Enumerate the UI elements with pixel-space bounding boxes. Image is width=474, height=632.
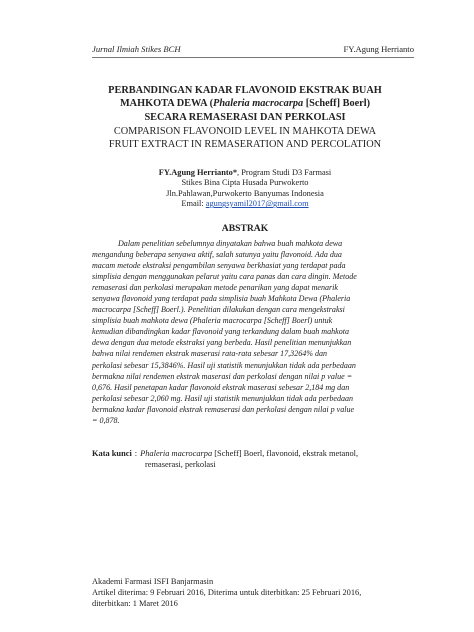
keywords-label: Kata kunci — [92, 449, 132, 458]
abstract-body — [92, 238, 408, 426]
abstract-line: perkolasi sebesar 2,060 mg. Hasil uji statistik menunjukkan tidak ada perbedaan — [92, 393, 354, 403]
author-email-line — [80, 199, 410, 209]
header-author: FY.Agung Herrianto — [343, 44, 414, 54]
author-name: FY.Agung Herrianto* — [158, 168, 238, 177]
footer-published: diterbitkan: 1 Maret 2016 — [92, 598, 178, 608]
abstract-line: macrocarpa [Scheff] Boerl.). Penelitian dilakukan dengan cara mengekstraksi — [92, 305, 345, 315]
abstract-line: senyawa flavonoid yang terdapat pada simplisia buah Mahkota Dewa (Phaleria — [92, 294, 351, 304]
abstract-line: dewa dengan dua metode ekstraksi yang berbeda. Hasil penelitian menunjukkan — [92, 338, 352, 348]
title-id-species: Phaleria macrocarpa — [213, 98, 304, 110]
title-indonesian — [80, 84, 410, 124]
title-english — [80, 125, 410, 152]
title-id-line-2-post: [Scheff] Boerl) — [303, 98, 371, 110]
abstract-line: bermakna kadar flavonoid ekstrak remaserasi dan perkolasi dengan nilai p value — [92, 404, 355, 414]
author-institution: Stikes Bina Cipta Husada Purwokerto — [181, 178, 309, 188]
journal-name: Jurnal Ilmiah Stikes BCH — [92, 44, 181, 54]
keywords-separator: : — [134, 449, 138, 458]
author-line — [80, 168, 410, 178]
footer-received: Artikel diterima: 9 Februari 2016, Diterima untuk diterbitkan: 25 Februari 2016, — [92, 587, 362, 597]
abstract-line: simplisia dengan menggunakan pelarut yaitu cara panas dan cara dingin. Metode — [92, 272, 357, 282]
abstract-line: perkolasi sebesar 15,3846%. Hasil uji statistik menunjukkan tidak ada perbedaan — [92, 360, 356, 370]
keywords-block — [92, 448, 422, 470]
abstract-line: = 0,878. — [92, 415, 120, 425]
keywords-line-2: remaserasi, perkolasi — [145, 460, 216, 469]
title-id-line-1: PERBANDINGAN KADAR FLAVONOID EKSTRAK BUAH — [108, 85, 382, 96]
abstract-line: 0,676. Hasil penetapan kadar flavonoid ekstrak maserasi sebesar 2,184 mg dan — [92, 382, 350, 392]
abstract-line: bahwa nilai rendemen ekstrak maserasi rata-rata sebesar 17,3264% dan — [92, 349, 328, 359]
email-link[interactable]: agungsyamil2017@gmail.com — [205, 199, 309, 209]
abstract-line: mengandung beberapa senyawa aktif, salah satunya yaitu flavonoid. Ada dua — [92, 250, 342, 260]
email-label: Email: — [181, 199, 206, 209]
abstract-heading: ABSTRAK — [221, 223, 269, 234]
author-block — [80, 168, 410, 210]
abstract-line: kemudian dibandingkan kadar flavonoid yang terkandung dalam buah mahkota — [92, 327, 350, 337]
author-address: Jln.Pahlawan,Purwokerto Banyumas Indonesia — [166, 188, 324, 198]
title-id-line-2-pre: MAHKOTA DEWA ( — [119, 98, 214, 110]
footer-institution: Akademi Farmasi ISFI Banjarmasin — [92, 577, 214, 586]
abstract-line: bermakna nilai rendemen ekstrak maserasi dan perkolasi dengan nilai p value = — [92, 371, 353, 381]
title-id-line-3: SECARA REMASERASI DAN PERKOLASI — [144, 111, 346, 123]
abstract-line: Dalam penelitian sebelumnya dinyatakan bahwa buah mahkota dewa — [118, 239, 343, 248]
abstract-line: macam metode ekstraksi pengambilan senyawa berkhasiat yang terdapat pada — [92, 261, 346, 271]
title-en-line-2: FRUIT EXTRACT IN REMASERATION AND PERCOLATION — [108, 139, 382, 151]
abstract-line: remaserasi dan perkolasi merupakan metode penarikan yang dapat menarik — [92, 283, 338, 293]
abstract-line: simplisia buah mahkota dewa (Phaleria macrocarpa [Scheff] Boerl) untuk — [92, 316, 333, 326]
keywords-species: Phaleria macrocarpa — [140, 449, 213, 458]
header-rule — [92, 57, 414, 58]
running-header — [92, 44, 414, 56]
title-en-line-1: COMPARISON FLAVONOID LEVEL IN MAHKOTA DEWA — [113, 126, 377, 137]
title-id-line-2 — [80, 97, 410, 110]
footer-block — [92, 577, 422, 609]
keywords-rest: [Scheff] Boerl, flavonoid, ekstrak metanol, — [212, 449, 359, 458]
author-affiliation: , Program Studi D3 Farmasi — [237, 168, 332, 177]
